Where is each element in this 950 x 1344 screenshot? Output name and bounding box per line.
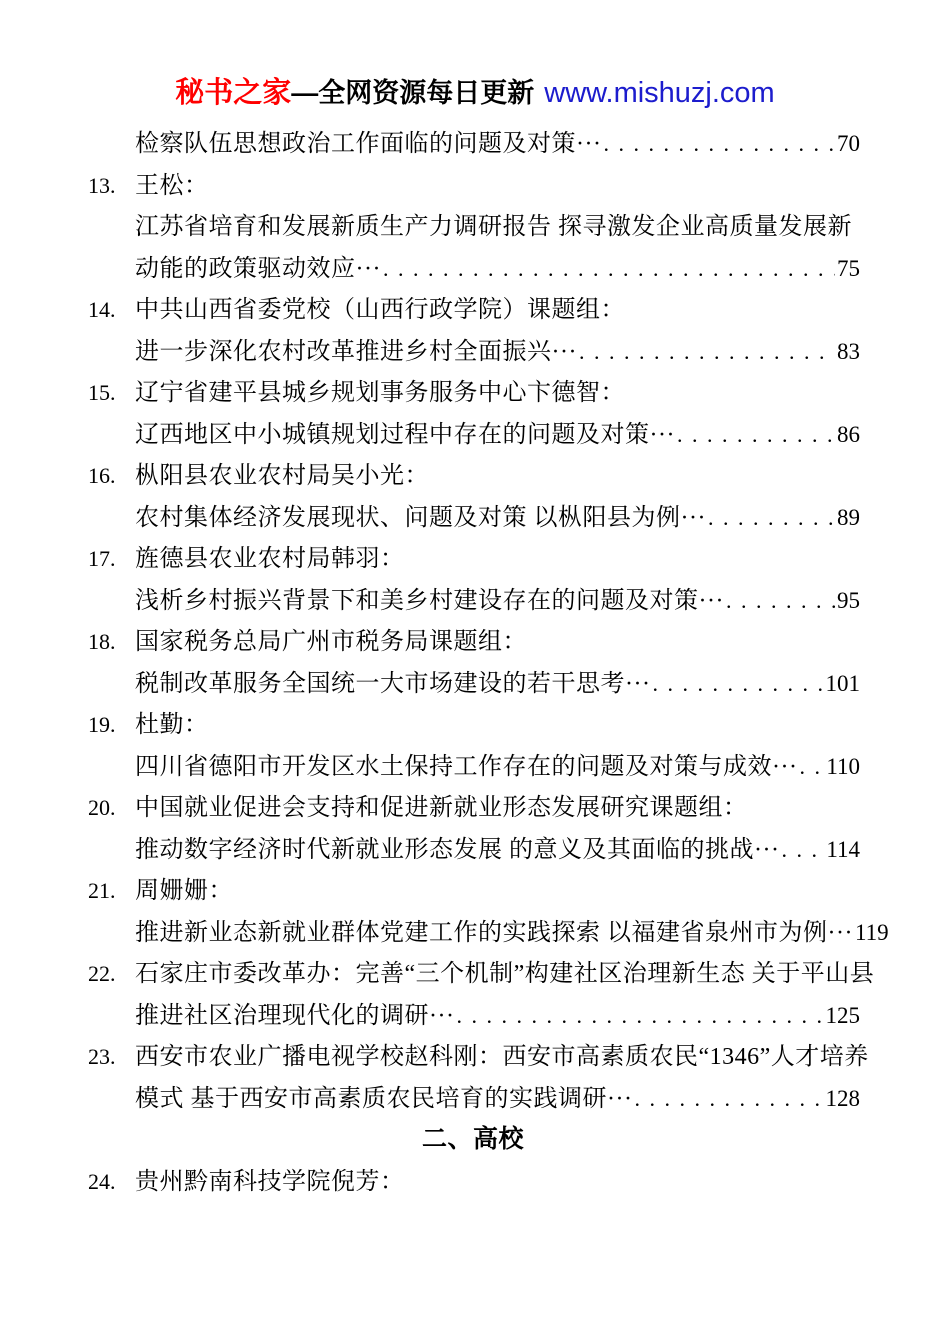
toc-entry-text: 石家庄市委改革办：完善“三个机制”构建社区治理新生态 关于平山县 [135, 961, 875, 987]
dot-leader [381, 256, 835, 282]
toc-entry-text: 国家税务总局广州市税务局课题组： [135, 629, 527, 655]
dot-leader [779, 837, 824, 863]
toc-entry-number: 22. [88, 961, 116, 986]
toc-entry-number: 16. [88, 463, 116, 488]
dot-leader [454, 1003, 823, 1029]
toc-line [0, 331, 950, 373]
toc-line [0, 414, 950, 456]
toc-entry-text: 西安市农业广播电视学校赵科刚：西安市高素质农民“1346”人才培养 [135, 1044, 869, 1070]
toc-entry-text: 税制改革服务全国统一大市场建设的若干思考··· [135, 670, 651, 697]
toc-entry-number: 19. [88, 712, 116, 737]
toc-entry-number: 13. [88, 172, 116, 198]
toc-line [0, 123, 950, 165]
toc-line [0, 455, 950, 497]
toc-line [0, 289, 950, 331]
dot-leader [650, 671, 823, 697]
toc-entry-text: 杜勤： [135, 712, 209, 738]
toc-entry-text: 中国就业促进会支持和促进新就业形态发展研究课题组： [135, 795, 748, 821]
page-number: 86 [837, 421, 860, 447]
dot-leader [706, 505, 835, 531]
toc-line [0, 1078, 950, 1120]
toc-entry-text: 推进社区治理现代化的调研··· [135, 1002, 455, 1029]
toc-line [0, 165, 950, 207]
toc-line [0, 953, 950, 995]
toc-entry-text: 动能的政策驱动效应··· [135, 255, 381, 282]
dot-leader [632, 1086, 823, 1112]
toc-entry-text: 进一步深化农村改革推进乡村全面振兴··· [135, 338, 577, 365]
toc-entry-text: 辽宁省建平县城乡规划事务服务中心卞德智： [135, 380, 625, 406]
toc-line [0, 621, 950, 663]
toc-entry-text: 二、高校 [421, 1125, 524, 1153]
page-number: 128 [825, 1085, 860, 1111]
page-number: 119 [854, 919, 889, 945]
toc-line [0, 206, 950, 248]
dot-leader [577, 339, 835, 365]
dot-leader [601, 131, 835, 157]
toc-line [0, 248, 950, 290]
toc-entry-number: 21. [88, 878, 116, 903]
toc-entry-text: 周姗姗： [135, 878, 233, 904]
page-number: 89 [837, 504, 860, 530]
page-number: 110 [826, 753, 860, 779]
toc-entry-text: 中共山西省委党校（山西行政学院）课题组： [135, 297, 625, 323]
toc-entry-number: 23. [88, 1044, 116, 1069]
dot-leader [675, 422, 835, 448]
toc-entry-text: 枞阳县农业农村局吴小光： [135, 463, 429, 489]
toc-line [0, 995, 950, 1037]
toc-entry-number: 15. [88, 380, 116, 405]
toc-entry-text: 王松： [135, 172, 209, 199]
toc-line [0, 704, 950, 746]
toc-entry-text: 贵州黔南科技学院倪芳： [135, 1168, 405, 1195]
toc-entry-text: 推进新业态新就业群体党建工作的实践探索 以福建省泉州市为例··· [135, 919, 853, 946]
toc-entry-text: 推动数字经济时代新就业形态发展 的意义及其面临的挑战··· [135, 836, 780, 863]
toc-entry-number: 17. [88, 546, 116, 571]
toc-entry-number: 20. [88, 795, 116, 820]
toc-line [0, 663, 950, 705]
toc-entry-text: 旌德县农业农村局韩羽： [135, 546, 405, 572]
page-number: 95 [837, 587, 860, 613]
toc-line [0, 1161, 950, 1203]
site-header [0, 0, 950, 117]
toc-entry-text: 四川省德阳市开发区水土保持工作存在的问题及对策与成效··· [135, 753, 798, 780]
page-number: 101 [825, 670, 860, 696]
toc-line [0, 870, 950, 912]
dot-leader [797, 754, 824, 780]
toc-entry-number: 18. [88, 629, 116, 654]
toc-line [0, 1036, 950, 1078]
toc-line [0, 497, 950, 539]
toc-entry-text: 辽西地区中小城镇规划过程中存在的问题及对策··· [135, 421, 675, 448]
toc-entry-text: 模式 基于西安市高素质农民培育的实践调研··· [135, 1085, 633, 1112]
toc-line [0, 580, 950, 622]
toc-line [0, 829, 950, 871]
toc-line [0, 372, 950, 414]
site-tagline: —全网资源每日更新 [291, 78, 535, 108]
page-number: 114 [826, 836, 860, 862]
toc-entry-number: 14. [88, 297, 116, 322]
toc-entry-text: 江苏省培育和发展新质生产力调研报告 探寻激发企业高质量发展新 [135, 214, 852, 240]
toc-entry-text: 浅析乡村振兴背景下和美乡村建设存在的问题及对策··· [135, 587, 724, 614]
page-number: 75 [837, 255, 860, 281]
dot-leader [724, 588, 835, 614]
page-number: 83 [837, 338, 860, 364]
toc-line [0, 912, 950, 954]
toc-entry-text: 农村集体经济发展现状、问题及对策 以枞阳县为例··· [135, 504, 706, 531]
toc-line [0, 538, 950, 580]
site-url-link[interactable]: www.mishuzj.com [544, 77, 775, 109]
site-brand: 秘书之家 [175, 77, 292, 109]
page-number: 70 [837, 131, 860, 156]
toc-entry-text: 检察队伍思想政治工作面临的问题及对策··· [135, 131, 602, 157]
toc-line [0, 787, 950, 829]
page-number: 125 [825, 1002, 860, 1028]
table-of-contents [0, 123, 950, 1202]
toc-entry-number: 24. [88, 1168, 116, 1194]
toc-line [0, 746, 950, 788]
section-heading [0, 1119, 950, 1161]
